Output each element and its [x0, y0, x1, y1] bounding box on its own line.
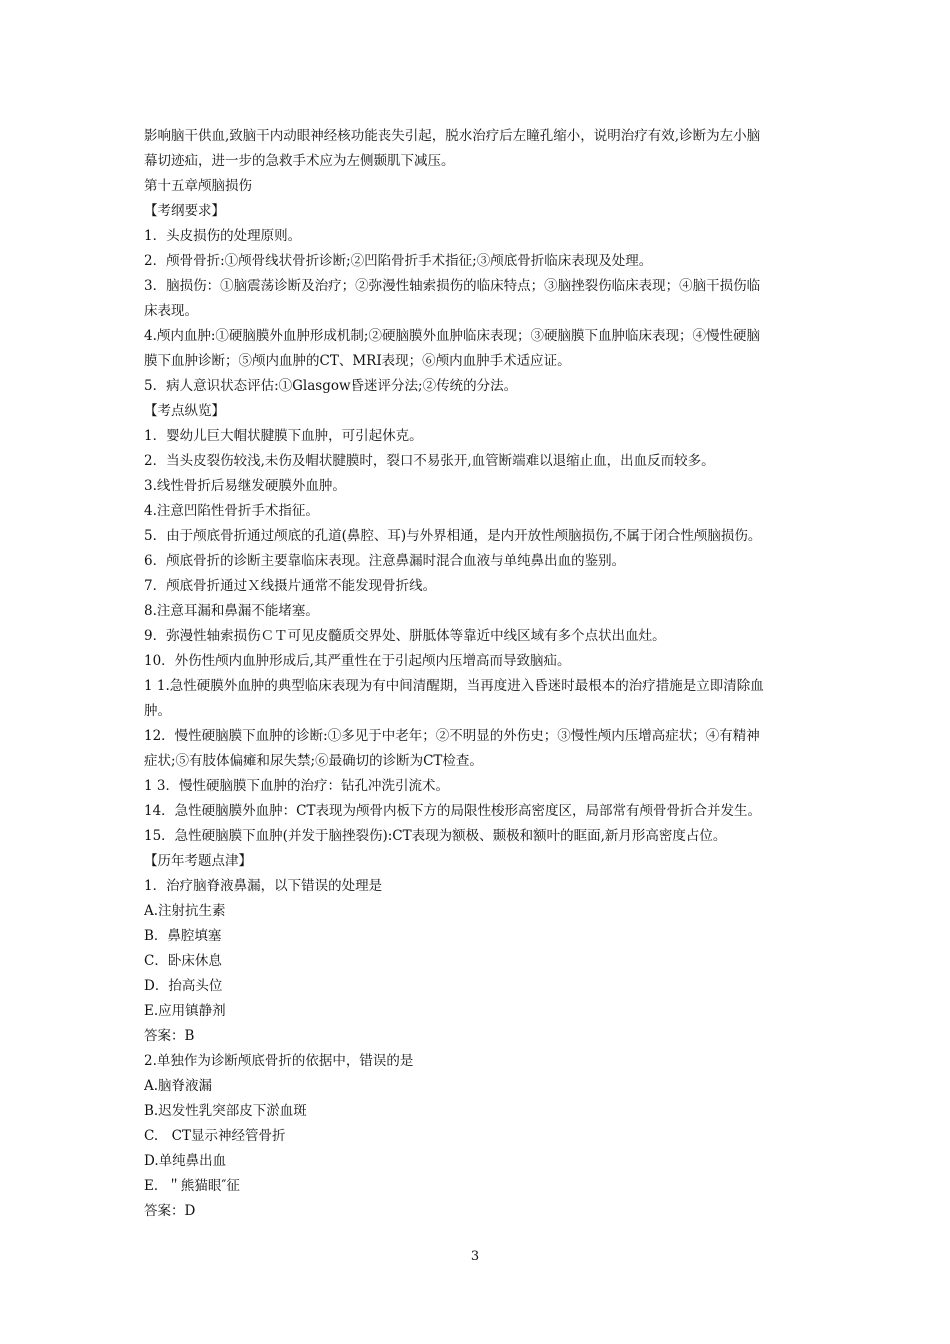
text-line: A.注射抗生素: [144, 903, 226, 919]
text-line: E．＂熊猫眼″征: [144, 1178, 240, 1194]
text-line: 2．颅骨骨折:①颅骨线状骨折诊断;②凹陷骨折手术指征;③颅底骨折临床表现及处理。: [144, 253, 653, 269]
text-line: 影响脑干供血,致脑干内动眼神经核功能丧失引起，脱水治疗后左瞳孔缩小，说明治疗有效,诊断为左小脑: [144, 128, 761, 144]
text-line: 幕切迹疝，进一步的急救手术应为左侧颞肌下减压。: [144, 153, 455, 169]
text-line: 2．当头皮裂伤较浅,未伤及帽状腱膜时，裂口不易张开,血管断端难以退缩止血，出血反而较多。: [144, 453, 715, 469]
text-line: 症状;⑤有肢体偏瘫和尿失禁;⑥最确切的诊断为CT检查。: [144, 753, 483, 769]
text-line: 1 1.急性硬膜外血肿的典型临床表现为有中间清醒期，当再度进入昏迷时最根本的治疗措施是立即清除血: [144, 678, 764, 694]
text-line: 12．慢性硬脑膜下血肿的诊断:①多见于中老年；②不明显的外伤史；③慢性颅内压增高症状；④有精神: [144, 728, 760, 744]
text-line: 肿。: [144, 703, 171, 719]
text-line: 10．外伤性颅内血肿形成后,其严重性在于引起颅内压增高而导致脑疝。: [144, 653, 571, 669]
text-line: 【历年考题点津】: [144, 853, 252, 869]
page-number: 3: [470, 1249, 480, 1264]
text-line: 1 3．慢性硬脑膜下血肿的治疗：钻孔冲洗引流术。: [144, 778, 449, 794]
text-line: 15．急性硬脑膜下血肿(并发于脑挫裂伤):CT表现为额极、颞极和额叶的眶面,新月形高密度占位。: [144, 828, 727, 844]
text-line: 3．脑损伤：①脑震荡诊断及治疗；②弥漫性轴索损伤的临床特点；③脑挫裂伤临床表现；④脑干损伤临: [144, 278, 761, 294]
text-line: C. CT显示神经管骨折: [144, 1128, 286, 1144]
text-line: 8.注意耳漏和鼻漏不能堵塞。: [144, 603, 319, 619]
text-line: 6．颅底骨折的诊断主要靠临床表现。注意鼻漏时混合血液与单纯鼻出血的鉴别。: [144, 553, 626, 569]
text-line: 床表现。: [144, 303, 198, 319]
text-line: 4.颅内血肿:①硬脑膜外血肿形成机制;②硬脑膜外血肿临床表现；③硬脑膜下血肿临床表现；④慢性硬脑: [144, 328, 760, 344]
text-line: 第十五章颅脑损伤: [144, 178, 252, 194]
text-line: 7．颅底骨折通过Ｘ线摄片通常不能发现骨折线。: [144, 578, 437, 594]
document-body: [144, 124, 814, 1224]
text-line: 1．婴幼儿巨大帽状腱膜下血肿，可引起休克。: [144, 428, 423, 444]
text-line: 答案：B: [144, 1028, 195, 1044]
text-line: 4.注意凹陷性骨折手术指征。: [144, 503, 319, 519]
text-line: D．抬高头位: [144, 978, 223, 994]
text-line: A.脑脊液漏: [144, 1078, 213, 1094]
text-line: E.应用镇静剂: [144, 1003, 226, 1019]
text-line: 1．治疗脑脊液鼻漏，以下错误的处理是: [144, 878, 383, 894]
text-line: 答案：D: [144, 1203, 196, 1219]
text-line: 5．病人意识状态评估:①Glasgow昏迷评分法;②传统的分法。: [144, 378, 518, 394]
text-line: 膜下血肿诊断；⑤颅内血肿的CT、MRI表现；⑥颅内血肿手术适应证。: [144, 353, 571, 369]
text-line: 5．由于颅底骨折通过颅底的孔道(鼻腔、耳)与外界相通，是内开放性颅脑损伤,不属于闭合性颅脑损伤。: [144, 528, 762, 544]
text-line: D.单纯鼻出血: [144, 1153, 227, 1169]
text-line: B．鼻腔填塞: [144, 928, 222, 944]
text-line: 1．头皮损伤的处理原则。: [144, 228, 302, 244]
text-line: B.迟发性乳突部皮下淤血斑: [144, 1103, 307, 1119]
text-line: C．卧床休息: [144, 953, 222, 969]
text-line: 2.单独作为诊断颅底骨折的依据中，错误的是: [144, 1053, 414, 1069]
text-line: 【考纲要求】: [144, 203, 225, 219]
text-line: 【考点纵览】: [144, 403, 225, 419]
text-line: 14．急性硬脑膜外血肿：CT表现为颅骨内板下方的局限性梭形高密度区，局部常有颅骨骨折合并发生。: [144, 803, 762, 819]
text-line: 9．弥漫性轴索损伤ＣＴ可见皮髓质交界处、胼胝体等靠近中线区域有多个点状出血灶。: [144, 628, 666, 644]
text-line: 3.线性骨折后易继发硬膜外血肿。: [144, 478, 346, 494]
